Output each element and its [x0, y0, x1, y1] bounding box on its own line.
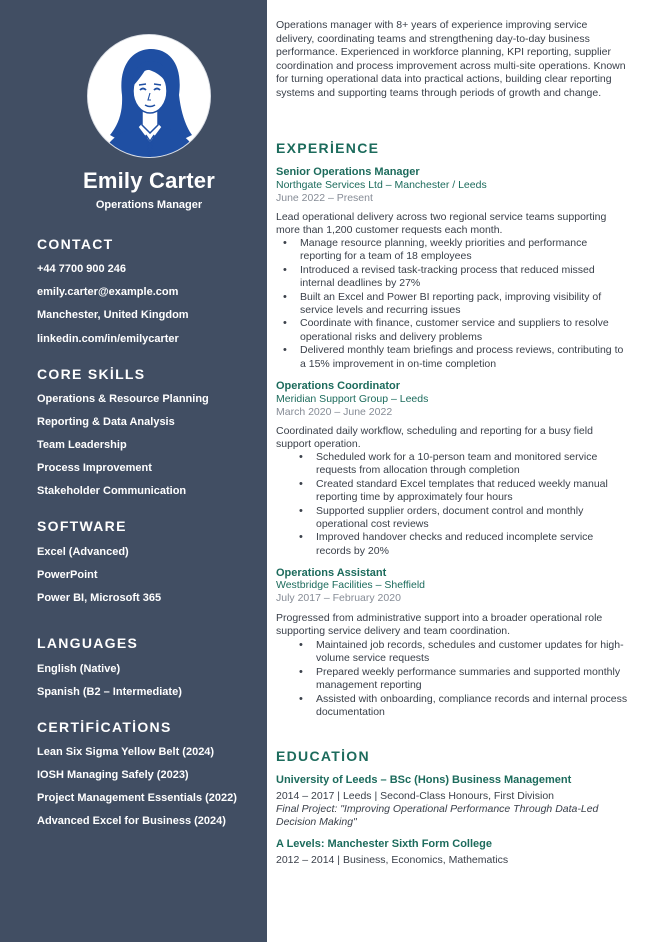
list-item: • Built an Excel and Power BI reporting pack, improving visibility of service levels and recurring issues — [276, 291, 628, 318]
job-organization: Westbridge Facilities – Sheffield — [276, 579, 426, 591]
certification-item: Lean Six Sigma Yellow Belt (2024) — [37, 746, 215, 758]
list-item: • Improved handover checks and reduced incomplete service records by 20% — [292, 531, 628, 558]
job-title: Operations Coordinator — [276, 380, 401, 392]
woman-portrait-icon — [88, 35, 211, 158]
contact-location: Manchester, United Kingdom — [37, 309, 189, 321]
list-item: • Created standard Excel templates that reduced weekly manual reporting time by approximately four hours — [292, 478, 628, 505]
job-bullet-list — [292, 451, 628, 558]
job-description: Lead operational delivery across two regional service teams supporting more than 1,200 customer requests each month. — [276, 211, 607, 237]
job-description: Coordinated daily workflow, scheduling and reporting for a busy field support operation. — [276, 425, 593, 451]
skill-item: Team Leadership — [37, 439, 127, 451]
contact-linkedin[interactable]: linkedin.com/in/emilycarter — [37, 333, 179, 345]
language-item: Spanish (B2 – Intermediate) — [37, 686, 182, 698]
software-item: Power BI, Microsoft 365 — [37, 592, 162, 604]
certification-item: Project Management Essentials (2022) — [37, 792, 237, 804]
degree-details: 2014 – 2017 | Leeds | Second-Class Honours, First Division — [276, 790, 555, 802]
languages-heading: LANGUAGES — [37, 635, 139, 651]
skill-item: Reporting & Data Analysis — [37, 416, 175, 428]
list-item: • Manage resource planning, weekly priorities and performance reporting for a team of 18 employees — [276, 237, 628, 264]
job-organization: Northgate Services Ltd – Manchester / Leeds — [276, 179, 487, 191]
job-title: Operations Assistant — [276, 567, 387, 579]
contact-phone: +44 7700 900 246 — [37, 263, 127, 275]
job-description: Progressed from administrative support into a broader operational role supporting service delivery and team coordination. — [276, 612, 603, 638]
list-item: • Coordinate with finance, customer service and suppliers to resolve operational risks and delivery problems — [276, 317, 628, 344]
candidate-name: Emily Carter — [82, 168, 215, 193]
certification-item: Advanced Excel for Business (2024) — [37, 815, 226, 827]
skill-item: Process Improvement — [37, 462, 152, 474]
list-item: • Introduced a revised task-tracking process that reduced missed internal deadlines by 27% — [276, 264, 628, 291]
certification-item: IOSH Managing Safely (2023) — [37, 769, 189, 781]
list-item: • Scheduled work for a 10-person team and monitored service requests from allocation through completion — [292, 451, 628, 478]
degree-title: University of Leeds – BSc (Hons) Business Management — [276, 774, 572, 786]
job-dates: March 2020 – June 2022 — [276, 406, 393, 418]
profile-summary: Operations manager with 8+ years of experience improving service delivery, coordinating teams and strengthening day-to-day business performance. Experienced in workforce planning, KPI reporting, supplier coordination and process improvement across multi-site operations. Known for turning operational data into practical actions, building clear reporting systems and supporting teams through periods of growth and change. — [276, 19, 626, 99]
contact-heading: CONTACT — [37, 236, 114, 252]
experience-heading: EXPERİENCE — [276, 140, 380, 156]
list-item: • Delivered monthly team briefings and process reviews, contributing to a 15% improvement in on-time completion — [276, 344, 628, 371]
job-bullet-list — [276, 237, 628, 371]
skill-item: Operations & Resource Planning — [37, 393, 209, 405]
list-item: • Assisted with onboarding, compliance records and internal process documentation — [292, 693, 628, 720]
degree-project: Final Project: "Improving Operational Performance Through Data-Led Decision Making" — [276, 803, 599, 829]
job-organization: Meridian Support Group – Leeds — [276, 393, 429, 405]
certifications-heading: CERTİFİCATİONS — [37, 719, 172, 735]
software-heading: SOFTWARE — [37, 518, 127, 534]
job-title: Senior Operations Manager — [276, 166, 420, 178]
list-item: • Maintained job records, schedules and customer updates for high-volume service requests — [292, 639, 628, 666]
education-heading: EDUCATİON — [276, 748, 370, 764]
software-item: PowerPoint — [37, 569, 98, 581]
software-item: Excel (Advanced) — [37, 546, 129, 558]
job-dates: July 2017 – February 2020 — [276, 592, 401, 604]
candidate-role: Operations Manager — [95, 199, 203, 211]
list-item: • Prepared weekly performance summaries and supported monthly management reporting — [292, 666, 628, 693]
skill-item: Stakeholder Communication — [37, 485, 187, 497]
language-item: English (Native) — [37, 663, 121, 675]
job-dates: June 2022 – Present — [276, 192, 373, 204]
avatar — [87, 34, 211, 158]
list-item: • Supported supplier orders, document control and monthly operational cost reviews — [292, 505, 628, 532]
skills-heading: CORE SKİLLS — [37, 366, 146, 382]
college-details: 2012 – 2014 | Business, Economics, Mathematics — [276, 854, 509, 866]
job-bullet-list — [292, 639, 628, 719]
contact-email[interactable]: emily.carter@example.com — [37, 286, 179, 298]
sidebar — [0, 0, 267, 942]
college-title: A Levels: Manchester Sixth Form College — [276, 838, 492, 850]
